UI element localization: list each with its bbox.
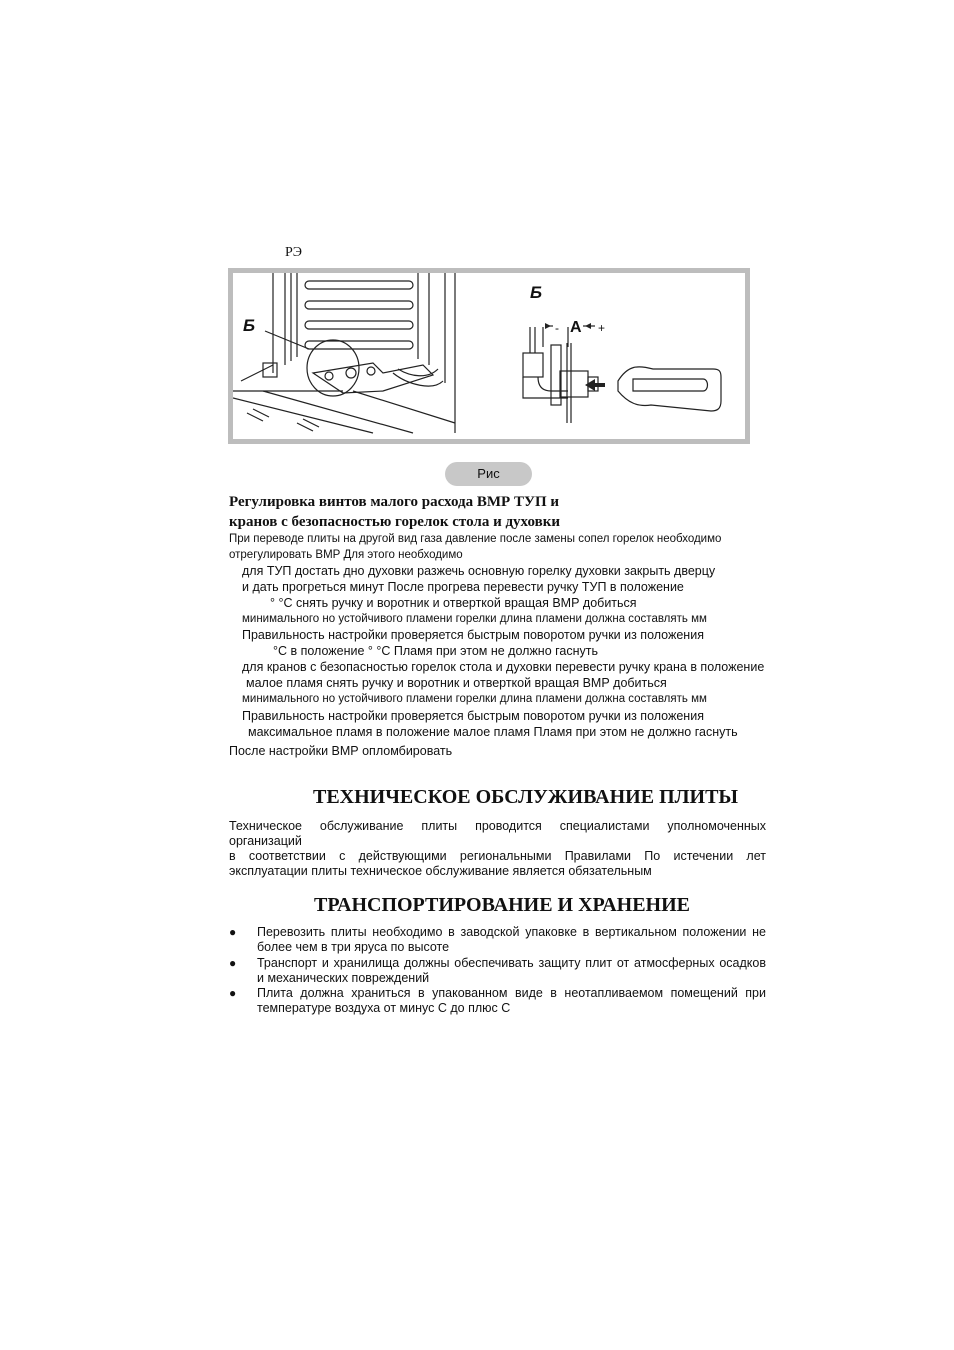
label-b-left: Б <box>243 316 256 335</box>
adjustment-line: для кранов с безопасностью горелок стола и духовки перевести ручку крана в положение <box>242 660 765 674</box>
bullet-icon: ● <box>229 956 237 970</box>
maintenance-line: в соответствии с действующими региональными Правилами По истечении лет <box>229 849 766 863</box>
bullet-icon: ● <box>229 986 237 1000</box>
adjustment-line: для ТУП достать дно духовки разжечь основную горелку духовки закрыть дверцу <box>242 564 716 578</box>
figure-caption: Рис <box>445 462 532 486</box>
adjustment-line: После настройки ВМР опломбировать <box>229 744 453 758</box>
adjustment-title-line2: кранов с безопасностью горелок стола и духовки <box>229 514 560 530</box>
adjustment-line: малое пламя снять ручку и воротник и отверткой вращая ВМР добиться <box>246 676 667 690</box>
label-minus: - <box>555 321 559 335</box>
label-a: A <box>570 319 582 336</box>
list-item <box>229 956 766 986</box>
maintenance-text <box>229 819 766 879</box>
adjustment-title-line1: Регулировка винтов малого расхода ВМР ТУП и <box>229 494 560 510</box>
adjustment-line: минимального но устойчивого пламени горелки длина пламени должна составлять мм <box>242 693 707 705</box>
maintenance-line: эксплуатации плиты техническое обслуживание является обязательным <box>229 864 652 878</box>
list-item <box>229 986 766 1016</box>
adjustment-line: При переводе плиты на другой вид газа давление после замены сопел горелок необходимо <box>229 533 722 545</box>
list-item-line: Перевозить плиты необходимо в заводской упаковке в вертикальном положении не <box>257 925 766 939</box>
label-plus: + <box>598 321 606 335</box>
transport-title: ТРАНСПОРТИРОВАНИЕ И ХРАНЕНИЕ <box>314 894 690 916</box>
adjustment-line: и дать прогреться минут После прогрева перевести ручку ТУП в положение <box>242 580 684 594</box>
document-code: РЭ <box>285 245 303 260</box>
adjustment-line: отрегулировать ВМР Для этого необходимо <box>229 549 463 561</box>
list-item-line: и механических повреждений <box>257 971 430 985</box>
adjustment-line: максимальное пламя в положение малое пламя Пламя при этом не должно гаснуть <box>248 725 738 739</box>
adjustment-line: Правильность настройки проверяется быстрым поворотом ручки из положения <box>242 709 704 723</box>
adjustment-line: Правильность настройки проверяется быстрым поворотом ручки из положения <box>242 628 704 642</box>
adjustment-line: °С в положение ° °С Пламя при этом не должно гаснуть <box>273 644 599 658</box>
list-item-line: Транспорт и хранилища должны обеспечивать защиту плит от атмосферных осадков <box>257 956 766 970</box>
label-b-right: Б <box>530 283 543 302</box>
list-item-line: более чем в три яруса по высоте <box>257 940 450 954</box>
adjustment-line: ° °С снять ручку и воротник и отверткой вращая ВМР добиться <box>270 596 637 610</box>
list-item-line: Плита должна храниться в упакованном виде в неотапливаемом помещений при <box>257 986 766 1000</box>
bullet-icon: ● <box>229 925 237 939</box>
list-item-line: температуре воздуха от минус С до плюс С <box>257 1001 511 1015</box>
oven-burner-illustration <box>233 273 745 439</box>
maintenance-title: ТЕХНИЧЕСКОЕ ОБСЛУЖИВАНИЕ ПЛИТЫ <box>313 786 739 808</box>
list-item <box>229 925 766 955</box>
adjustment-line: минимального но устойчивого пламени горелки длина пламени должна составлять мм <box>242 613 707 625</box>
maintenance-line: Техническое обслуживание плиты проводится специалистами уполномоченных организаций <box>229 819 766 848</box>
figure-frame <box>228 268 750 444</box>
